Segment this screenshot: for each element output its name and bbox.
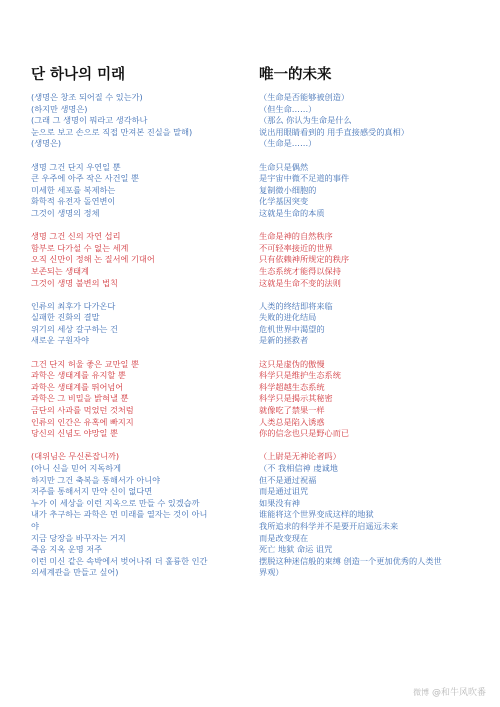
korean-lyric-line: 실패한 진화의 결말 — [31, 312, 100, 323]
chinese-lyric-line: （那么 你认为生命是什么 — [259, 115, 352, 126]
chinese-lyric-line: （生命是否能够被创造） — [259, 92, 350, 102]
korean-lyric-line: 함부로 다가설 수 없는 세계 — [31, 242, 129, 253]
chinese-lyric-line: 是宇宙中微不足道的事件 — [259, 173, 350, 184]
korean-lyric-line: 인류의 인간은 유혹에 빠지지 — [31, 416, 134, 427]
korean-lyric-line: 인류의 최후가 다가온다 — [31, 300, 116, 311]
chinese-lyric-line: 我所追求的科学并不是要开启遥远未来 — [259, 520, 399, 531]
korean-lyric-line: 미세한 세포를 복제하는 — [31, 184, 116, 195]
chinese-stanza-4 — [259, 301, 485, 347]
chinese-lyric-line: （但生命……） — [259, 103, 317, 114]
korean-lyric-line: 과학은 생태계를 뛰어넘어 — [31, 381, 124, 392]
chinese-lyric-line: 科学只是维护生态系统 — [259, 370, 341, 381]
korean-lyric-line: 보존되는 생태계 — [31, 265, 89, 276]
korean-lyric-line: 당신의 신념도 야망일 뿐 — [31, 428, 118, 439]
chinese-lyric-line: 摆脱这种迷信般的束缚 创造一个更加优秀的人类世 — [259, 555, 442, 566]
chinese-stanza-6 — [259, 451, 485, 579]
korean-stanza-gap — [31, 347, 253, 359]
chinese-lyric-line: （不 我相信神 虔诚地 — [259, 463, 338, 473]
chinese-lyric-line: 死亡 地狱 命运 诅咒 — [259, 544, 333, 555]
korean-lyric-line: 큰 우주에 아주 작은 사건일 뿐 — [31, 173, 139, 184]
chinese-lyric-line: 生命是神的自然秩序 — [259, 231, 333, 242]
korean-stanza-gap — [31, 289, 253, 301]
korean-stanza-5 — [31, 359, 253, 440]
korean-lyric-line: 내가 추구하는 과학은 먼 미래를 열자는 것이 아니 — [31, 509, 208, 520]
korean-lyric-line: 생명 그건 신의 자연 섭리 — [31, 231, 121, 242]
chinese-lyric-line: 生态系统才能得以保持 — [259, 265, 341, 276]
korean-lyric-line: 의세계관을 만들고 싶어) — [31, 567, 119, 578]
chinese-lyric-line: 但不是通过祝福 — [259, 474, 317, 485]
chinese-lyrics-column — [259, 64, 485, 579]
chinese-lyric-line: 这就是生命不变的法则 — [259, 277, 341, 288]
chinese-lyric-line: 失败的进化结局 — [259, 312, 317, 323]
korean-lyric-line: 과학은 그 비밀을 밝혀낼 뿐 — [31, 393, 129, 404]
chinese-lyric-line: 谁能将这个世界变成这样的地狱 — [259, 509, 374, 520]
korean-lyric-line: 생명 그건 단지 우연일 뿐 — [31, 161, 121, 172]
korean-stanza-2 — [31, 162, 253, 220]
chinese-stanza-gap — [259, 289, 485, 301]
korean-stanza-1 — [31, 92, 253, 150]
korean-lyric-line: 그것이 생명 불변의 법칙 — [31, 277, 118, 288]
chinese-lyric-line: 就像吃了禁果一样 — [259, 405, 325, 416]
korean-lyric-line: 과학은 생태계를 유지할 뿐 — [31, 370, 126, 381]
chinese-stanza-gap — [259, 347, 485, 359]
korean-lyrics-column — [31, 64, 253, 579]
korean-lyric-line: 그건 단지 허울 좋은 교만일 뿐 — [31, 358, 139, 369]
korean-lyric-line: (생명은 창조 되어질 수 있는가) — [31, 92, 143, 102]
korean-lyric-line: 하지만 그건 축복을 통해서가 아니야 — [31, 474, 161, 485]
chinese-lyric-line: 化学基因突变 — [259, 196, 309, 207]
korean-lyric-line: (생명은) — [31, 138, 62, 149]
korean-lyric-line: (아니 신을 믿어 지독하게 — [31, 463, 122, 473]
weibo-watermark-label: 微博 — [413, 688, 430, 697]
chinese-lyric-line: 你的信念也只是野心而已 — [259, 428, 350, 439]
chinese-lyric-line: 是新的拯救者 — [259, 335, 309, 346]
chinese-lyric-line: 说出用眼睛看到的 用手直接感受的真相） — [259, 126, 409, 137]
chinese-stanza-5 — [259, 359, 485, 440]
chinese-lyric-line: 而是改变现在 — [259, 532, 309, 543]
korean-lyric-line: (그래 그 생명이 뭐라고 생각하나 — [31, 115, 148, 126]
chinese-lyric-line: 界观） — [259, 567, 284, 578]
chinese-title: 唯一的未来 — [259, 67, 332, 83]
korean-lyric-line: 그것이 생명의 정체 — [31, 207, 100, 218]
chinese-lyric-line: 这只是虚伪的傲慢 — [259, 358, 325, 369]
chinese-lyric-line: （上尉是无神论者吗） — [259, 451, 341, 462]
korean-stanza-4 — [31, 301, 253, 347]
korean-stanza-gap — [31, 150, 253, 162]
korean-title: 단 하나의 미래 — [31, 67, 126, 83]
korean-lyric-line: 오직 신만이 정해 논 질서에 기대어 — [31, 254, 155, 265]
chinese-stanza-3 — [259, 231, 485, 289]
chinese-lyric-line: 人类总是陷入诱惑 — [259, 416, 325, 427]
chinese-stanza-gap — [259, 150, 485, 162]
chinese-stanza-1 — [259, 92, 485, 150]
korean-lyric-line: 이런 미신 같은 속박에서 벗어나줘 더 훌륭한 인간 — [31, 555, 208, 566]
chinese-lyric-line: 科学只是揭示其秘密 — [259, 393, 333, 404]
chinese-lyric-line: 危机世界中渴望的 — [259, 323, 325, 334]
watermark-handle: @和牛风吹番 — [431, 688, 486, 698]
korean-stanza-6 — [31, 451, 253, 579]
korean-lyric-line: 죽음 지옥 운명 저주 — [31, 544, 103, 555]
chinese-stanza-gap — [259, 440, 485, 452]
chinese-lyric-line: 复制微小细胞的 — [259, 184, 317, 195]
chinese-lyric-line: （生命是……） — [259, 138, 317, 149]
korean-lyric-line: 눈으로 보고 손으로 직접 만져본 진실을 말해) — [31, 126, 193, 137]
chinese-lyric-line: 而是通过诅咒 — [259, 486, 309, 497]
chinese-stanza-gap — [259, 220, 485, 232]
korean-stanza-gap — [31, 440, 253, 452]
korean-lyric-line: 누가 이 세상을 이런 지옥으로 만들 수 있겠습까 — [31, 497, 200, 508]
chinese-lyric-line: 如果没有神 — [259, 497, 300, 508]
chinese-lyric-line: 生命只是偶然 — [259, 161, 309, 172]
chinese-lyric-line: 科学超越生态系统 — [259, 381, 325, 392]
korean-lyric-line: 야 — [31, 520, 39, 531]
korean-lyric-line: 저주를 통해서지 만약 신이 없다면 — [31, 486, 153, 497]
korean-stanza-gap — [31, 220, 253, 232]
chinese-lyric-line: 不可轻率接近的世界 — [259, 242, 333, 253]
watermark — [413, 685, 486, 698]
chinese-stanza-2 — [259, 162, 485, 220]
korean-lyric-line: (대위님은 무신론잡니까) — [31, 451, 120, 462]
chinese-lyric-line: 只有依赖神所规定的秩序 — [259, 254, 350, 265]
korean-lyric-line: 새로운 구원자야 — [31, 335, 89, 346]
korean-lyric-line: 금단의 사과를 먹었던 것처럼 — [31, 405, 134, 416]
korean-lyric-line: 위기의 세상 갈구하는 건 — [31, 323, 118, 334]
korean-lyric-line: 화학적 유전자 돌연변이 — [31, 196, 116, 207]
korean-lyric-line: 지금 당장을 바꾸자는 거지 — [31, 532, 126, 543]
chinese-lyric-line: 人类的终结即将来临 — [259, 300, 333, 311]
chinese-lyric-line: 这就是生命的本质 — [259, 207, 325, 218]
korean-lyric-line: (하지만 생명은) — [31, 103, 88, 114]
korean-stanza-3 — [31, 231, 253, 289]
